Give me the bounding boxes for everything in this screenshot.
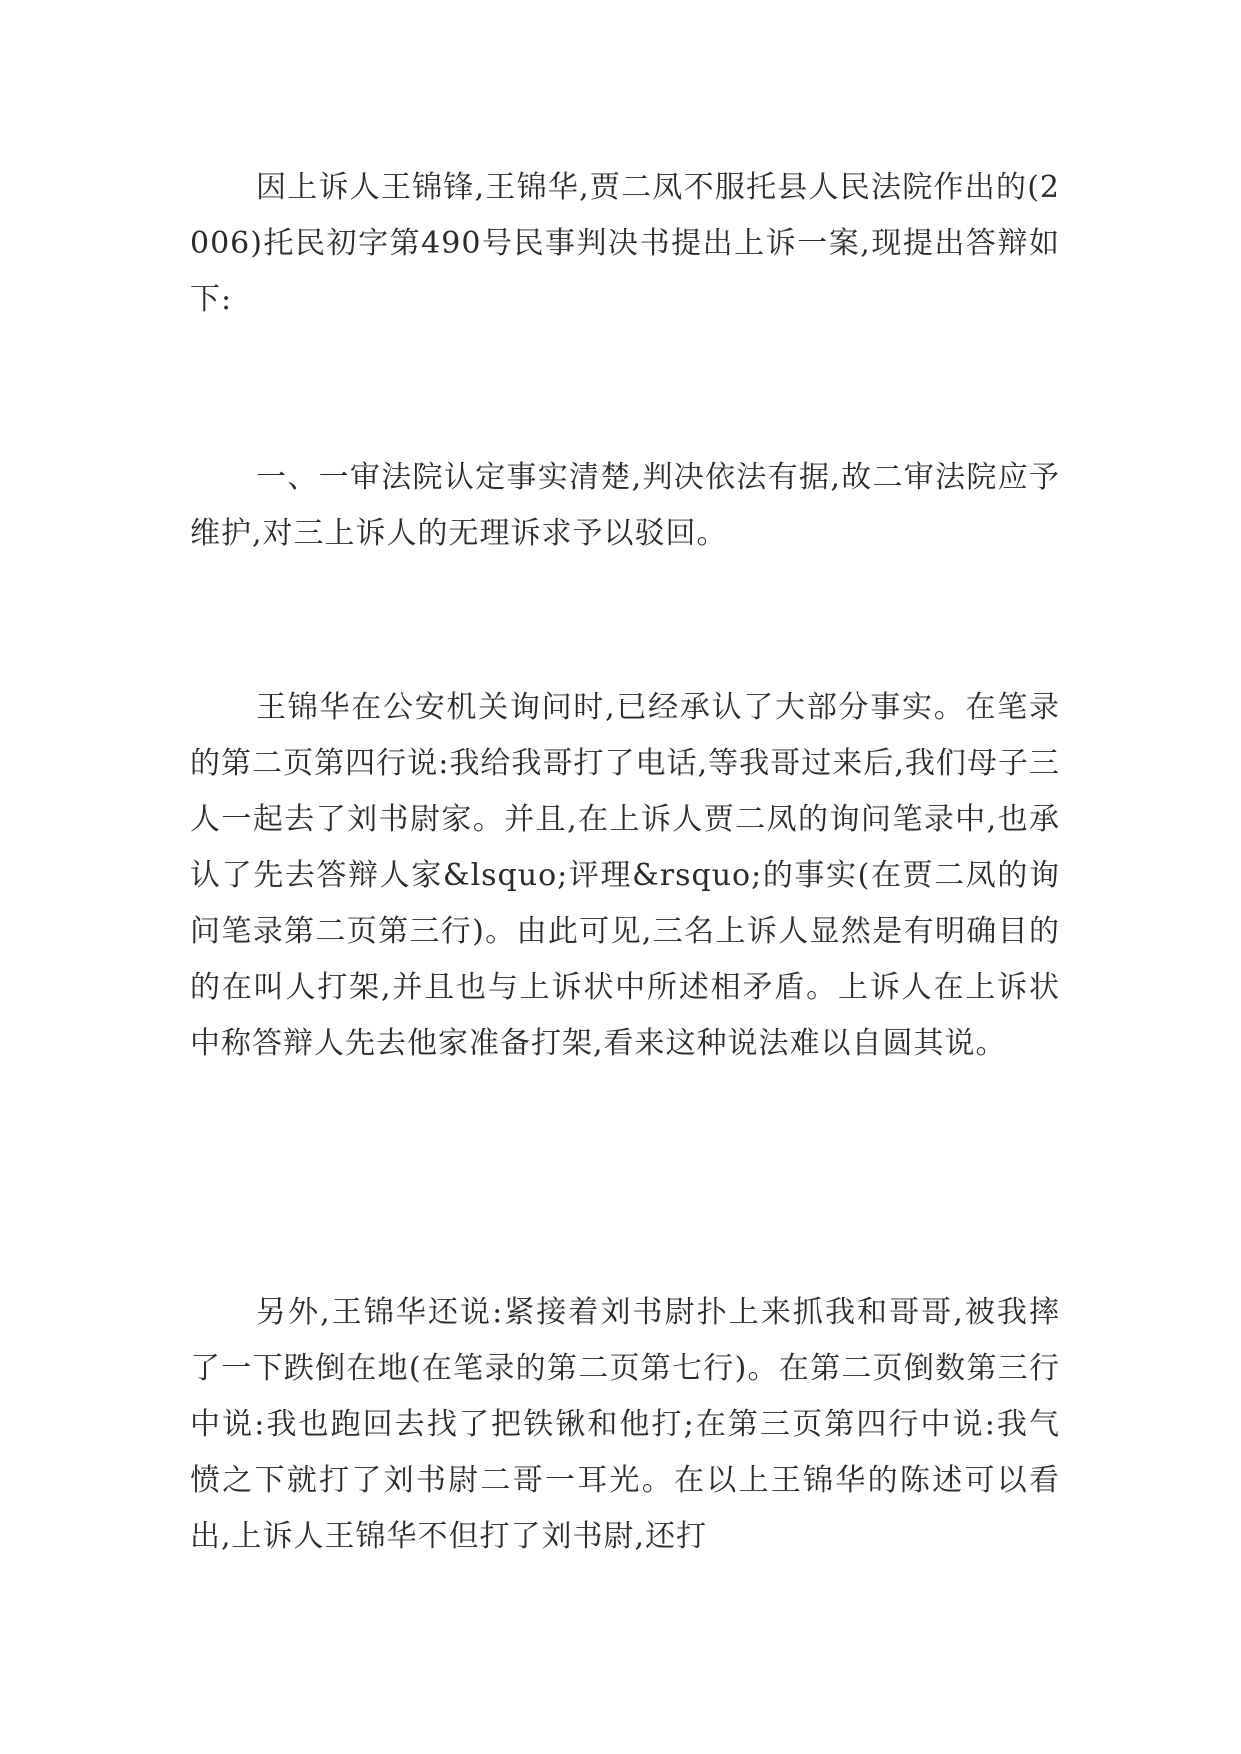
paragraph-point-one: 一、一审法院认定事实清楚,判决依法有据,故二审法院应予维护,对三上诉人的无理诉求予以驳回。 <box>190 460 1060 551</box>
paragraph-intro: 因上诉人王锦锋,王锦华,贾二凤不服托县人民法院作出的(2006)托民初字第490号民事判决书提出上诉一案,现提出答辩如下: <box>190 170 1060 317</box>
paragraph-additional: 另外,王锦华还说:紧接着刘书尉扑上来抓我和哥哥,被我摔了一下跌倒在地(在笔录的第二页第七行)。在第二页倒数第三行中说:我也跑回去找了把铁锹和他打;在第三页第四行中说:我气愤之下就打了刘书尉二哥一耳光。在以上王锦华的陈述可以看出,上诉人王锦华不但打了刘书尉,还打 <box>190 1295 1060 1554</box>
paragraph-testimony: 王锦华在公安机关询问时,已经承认了大部分事实。在笔录的第二页第四行说:我给我哥打了电话,等我哥过来后,我们母子三人一起去了刘书尉家。并且,在上诉人贾二凤的询问笔录中,也承认了先去答辩人家&lsquo;评理&rsquo;的事实(在贾二凤的询问笔录第二页第三行)。由此可见,三名上诉人显然是有明确目的的在叫人打架,并且也与上诉状中所述相矛盾。上诉人在上诉状中称答辩人先去他家准备打架,看来这种说法难以自圆其说。 <box>190 690 1060 1061</box>
